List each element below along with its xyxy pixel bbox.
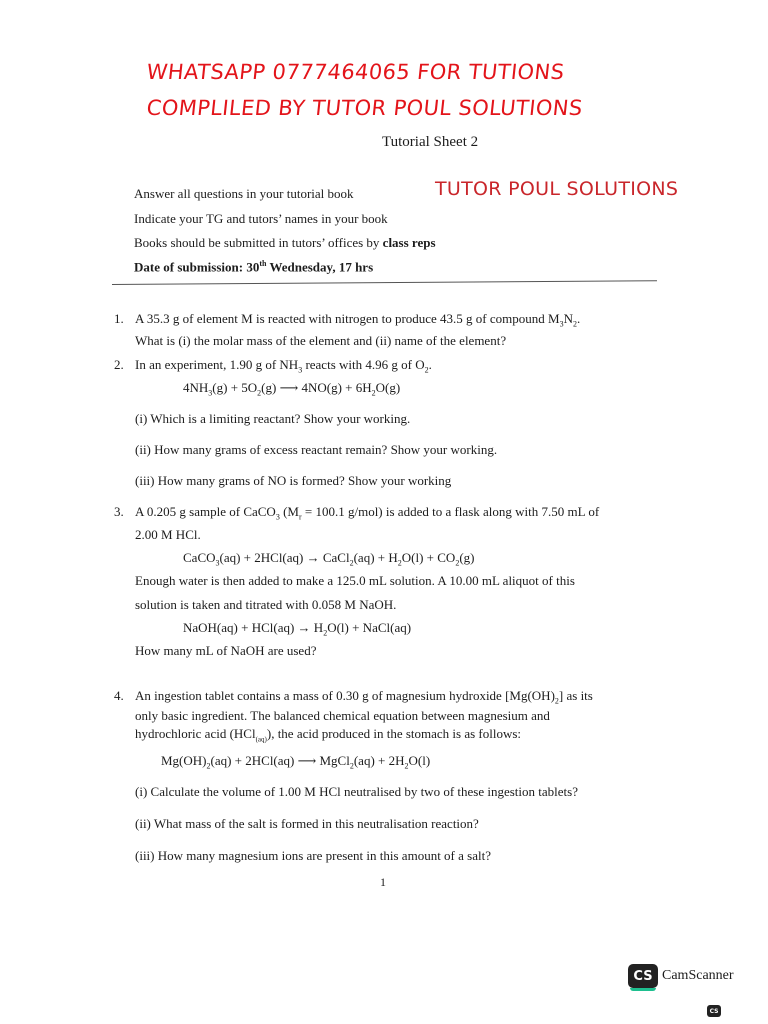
question-text [135, 357, 432, 375]
text-run: O(l) + CO [401, 550, 456, 565]
question-text: 2.00 M HCl. [135, 527, 201, 542]
text-run: N [563, 311, 573, 326]
text-run: (g) [459, 550, 475, 565]
sub-question: (ii) What mass of the salt is formed in this neutralisation reaction? [135, 816, 479, 831]
instruction-text: Books should be submitted in tutors’ offices by [134, 235, 383, 250]
question-text [135, 726, 521, 744]
subscript: 3 [298, 365, 303, 375]
whatsapp-banner: WHATSAPP 0777464065 FOR TUTIONS [145, 60, 566, 84]
instruction-line: Answer all questions in your tutorial book [134, 186, 354, 201]
text-run: ), the acid produced in the stomach is as follows: [266, 726, 522, 741]
sub-question: (ii) How many grams of excess reactant remain? Show your working. [135, 442, 498, 457]
tutor-stamp: TUTOR POUL SOLUTIONS [435, 178, 679, 200]
question-number: 1. [114, 311, 124, 326]
chemical-equation [183, 380, 400, 398]
subscript: 2 [349, 558, 354, 568]
subscript: 2 [455, 558, 460, 568]
chemical-equation [183, 550, 474, 568]
question-text: What is (i) the molar mass of the element and (ii) name of the element? [135, 333, 507, 348]
text-run: 4NH [183, 380, 209, 395]
question-number: 2. [114, 357, 124, 372]
text-run: = 100.1 g/mol) is added to a flask along with 7.50 mL of [301, 504, 600, 519]
text-run: (aq) + 2H [353, 753, 405, 768]
question-text: only basic ingredient. The balanced chemical equation between magnesium and [135, 708, 550, 723]
text-run: An ingestion tablet contains a mass of 0.30 g of magnesium hydroxide [Mg(OH) [135, 688, 555, 703]
camscanner-small-logo-icon: CS [707, 1005, 721, 1017]
text-run: reacts with 4.96 g of O [302, 357, 425, 372]
text-run: In an experiment, 1.90 g of NH [135, 357, 299, 372]
text-run: A 0.205 g sample of CaCO [135, 504, 276, 519]
subscript: (aq) [255, 735, 267, 744]
question-text [135, 688, 593, 706]
text-run: hydrochloric acid (HCl [135, 726, 256, 741]
sub-question: (iii) How many grams of NO is formed? Show your working [135, 473, 452, 488]
subscript: 2 [397, 558, 402, 568]
sheet-title: Tutorial Sheet 2 [382, 134, 479, 150]
text-run: ] as its [558, 688, 593, 703]
text-run: (aq) + 2HCl(aq) → CaCl [219, 550, 350, 565]
sub-question: (i) Which is a limiting reactant? Show your working. [135, 411, 411, 426]
text-run: O(l) + NaCl(aq) [327, 620, 412, 635]
compiled-by-banner: COMPLILED BY TUTOR POUL SOLUTIONS [145, 96, 584, 120]
subscript: 2 [371, 388, 376, 398]
divider [112, 280, 657, 285]
text-run: (M [279, 504, 299, 519]
text-run: . [428, 357, 432, 372]
question-number: 4. [114, 688, 124, 703]
page-number: 1 [380, 875, 386, 889]
text-run: (g) ⟶ 4NO(g) + 6H [261, 380, 372, 395]
subscript: 3 [208, 388, 213, 398]
instruction-line: Indicate your TG and tutors’ names in your book [134, 211, 388, 226]
camscanner-logo-icon: CS [628, 964, 658, 988]
subscript: 2 [323, 628, 328, 638]
text-run: . [576, 311, 581, 326]
submission-label: Date of submission: 30 [134, 259, 260, 275]
question-number: 3. [114, 504, 124, 519]
text-run: NaOH(aq) + HCl(aq) → H [183, 620, 324, 635]
subscript: 3 [215, 558, 220, 568]
subscript: 2 [349, 761, 354, 771]
sub-question: (i) Calculate the volume of 1.00 M HCl neutralised by two of these ingestion tablets? [135, 784, 578, 799]
text-run: (aq) + 2HCl(aq) ⟶ MgCl [210, 753, 350, 768]
question-text [135, 504, 599, 522]
text-run: A 35.3 g of element M is reacted with nitrogen to produce 43.5 g of compound M [135, 311, 560, 326]
chemical-equation [161, 753, 430, 771]
text-run: (aq) + H [353, 550, 398, 565]
subscript: 2 [572, 319, 577, 329]
subscript: 2 [206, 761, 211, 771]
instruction-bold: class reps [382, 235, 436, 250]
question-text: How many mL of NaOH are used? [135, 643, 317, 658]
text-run: Mg(OH) [161, 753, 207, 768]
instruction-line [134, 235, 436, 251]
subscript: 2 [257, 388, 262, 398]
submission-rest: Wednesday, 17 hrs [266, 259, 374, 275]
subscript: 3 [275, 512, 280, 522]
text-run: O(g) [375, 380, 401, 395]
question-text: Enough water is then added to make a 125.0 mL solution. A 10.00 mL aliquot of this [135, 573, 575, 588]
subscript: 3 [559, 319, 564, 329]
camscanner-name: CamScanner [662, 968, 734, 983]
ordinal-suffix: th [259, 259, 267, 268]
text-run: CaCO [183, 550, 216, 565]
text-run: (g) + 5O [212, 380, 258, 395]
submission-date [134, 259, 373, 275]
chemical-equation [183, 620, 411, 638]
subscript: r [298, 512, 302, 522]
question-text: solution is taken and titrated with 0.058 M NaOH. [135, 597, 397, 612]
subscript: 2 [424, 365, 429, 375]
subscript: 2 [404, 761, 409, 771]
question-text [135, 311, 580, 329]
sub-question: (iii) How many magnesium ions are present in this amount of a salt? [135, 848, 491, 863]
text-run: O(l) [408, 753, 431, 768]
subscript: 2 [554, 696, 559, 706]
